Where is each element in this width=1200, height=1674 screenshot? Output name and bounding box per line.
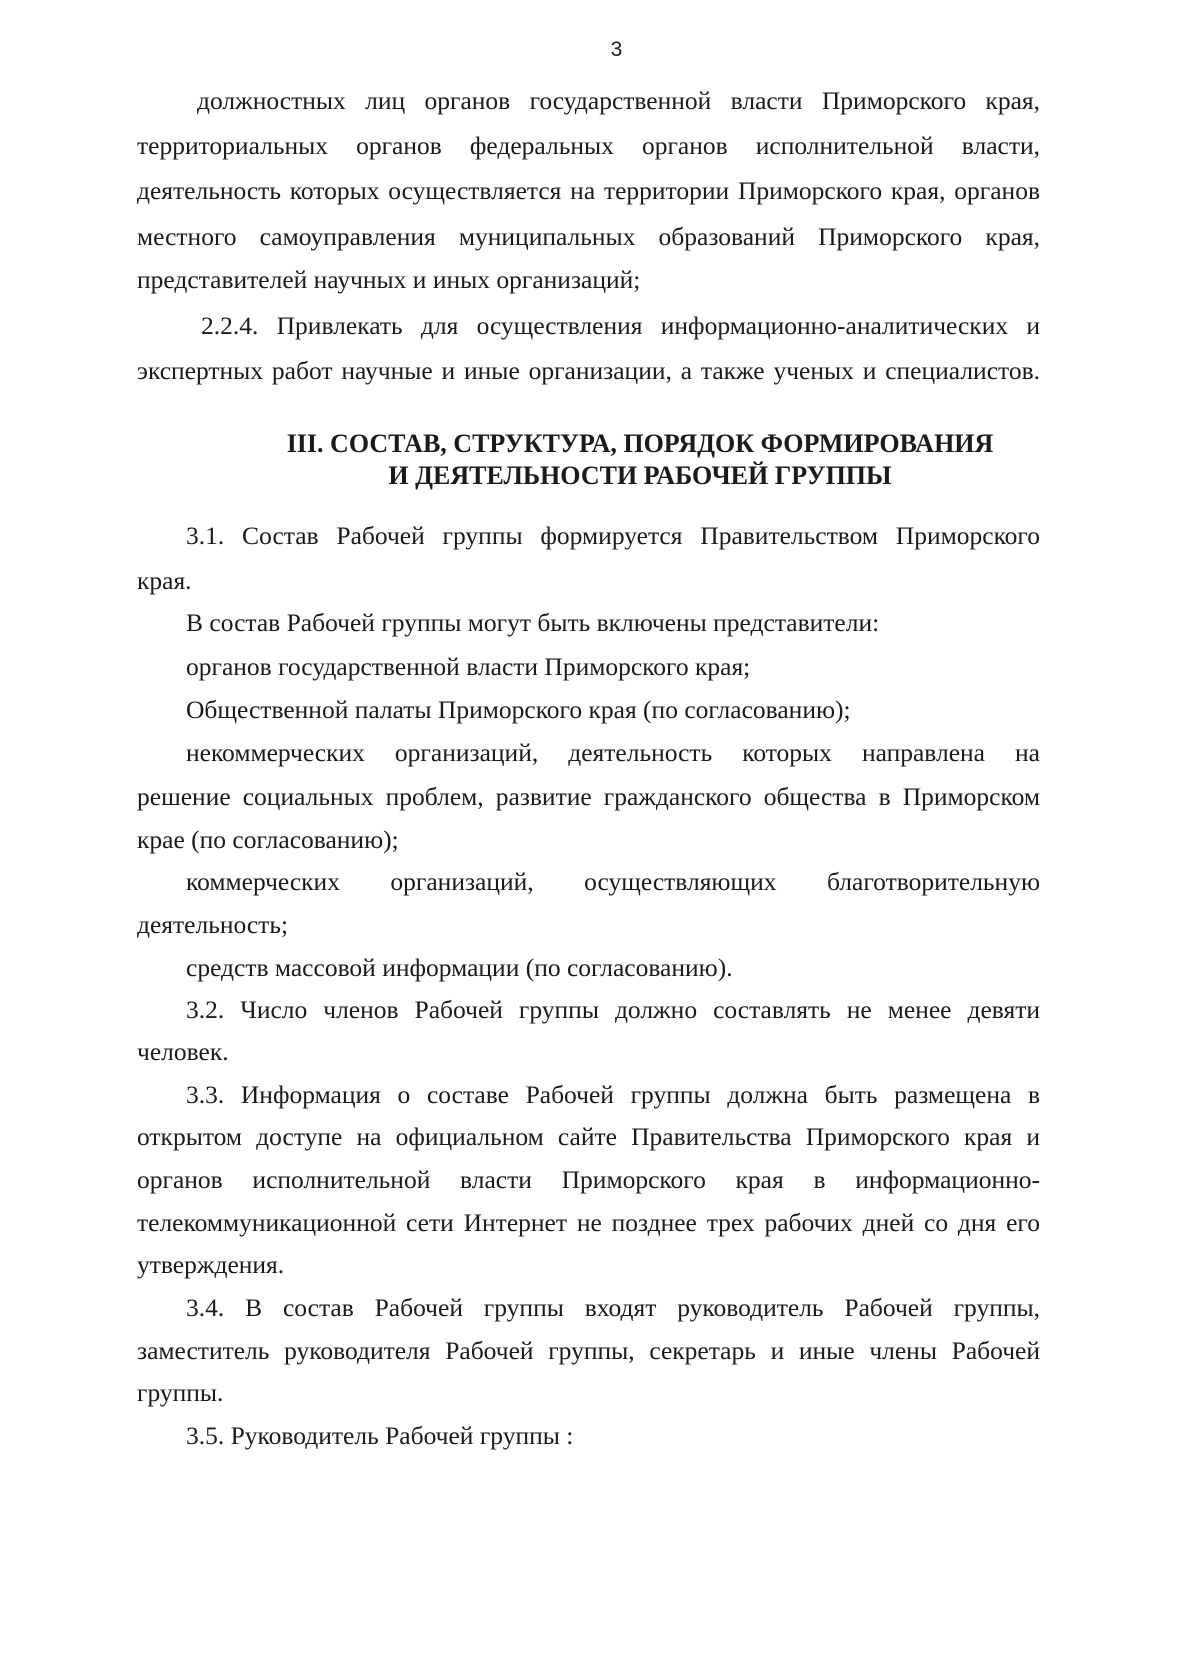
text-line: 3.5. Руководитель Рабочей группы : (186, 1421, 574, 1450)
text-line: 3.4. В состав Рабочей группы входят руководитель Рабочей группы, (186, 1293, 1040, 1322)
text-line: коммерческих организаций, осуществляющих благотворительную (186, 867, 1040, 896)
text-line: территориальных органов федеральных органов исполнительной власти, (137, 131, 1040, 160)
text-line: местного самоуправления муниципальных образований Приморского края, (137, 222, 1040, 251)
text-line: органов государственной власти Приморского края; (186, 652, 751, 681)
text-line: человек. (137, 1037, 229, 1066)
text-line: 2.2.4. Привлекать для осуществления информационно-аналитических и (201, 311, 1040, 340)
text-line: представителей научных и иных организаций; (137, 265, 641, 294)
text-line: В состав Рабочей группы могут быть включены представители: (186, 608, 880, 637)
text-line: 3.3. Информация о составе Рабочей группы должна быть размещена в (186, 1080, 1040, 1109)
text-line: открытом доступе на официальном сайте Правительства Приморского края и (137, 1122, 1040, 1151)
text-line: некоммерческих организаций, деятельность которых направлена на (186, 738, 1040, 767)
text-line: деятельность; (137, 910, 289, 939)
text-line: экспертных работ научные и иные организации, а также ученых и специалистов. (137, 356, 1040, 385)
text-line: 3.2. Число членов Рабочей группы должно составлять не менее девяти (186, 995, 1040, 1024)
text-line: края. (137, 566, 192, 595)
text-line: средств массовой информации (по согласованию). (186, 953, 733, 982)
text-line: крае (по согласованию); (137, 825, 399, 854)
page-number: 3 (610, 38, 623, 61)
text-line: Общественной палаты Приморского края (по согласованию); (186, 695, 851, 724)
text-line: заместитель руководителя Рабочей группы, секретарь и иные члены Рабочей (137, 1336, 1040, 1365)
section-heading-line-1: III. СОСТАВ, СТРУКТУРА, ПОРЯДОК ФОРМИРОВАНИЯ (286, 429, 994, 458)
text-line: телекоммуникационной сети Интернет не позднее трех рабочих дней со дня его (137, 1208, 1040, 1237)
text-line: группы. (137, 1378, 224, 1407)
text-line: деятельность которых осуществляется на территории Приморского края, органов (137, 176, 1040, 205)
text-line: 3.1. Состав Рабочей группы формируется Правительством Приморского (186, 521, 1040, 550)
section-heading-line-2: И ДЕЯТЕЛЬНОСТИ РАБОЧЕЙ ГРУППЫ (388, 461, 892, 490)
text-line: решение социальных проблем, развитие гражданского общества в Приморском (137, 782, 1040, 811)
text-line: должностных лиц органов государственной власти Приморского края, (197, 86, 1040, 115)
text-line: органов исполнительной власти Приморского края в информационно- (137, 1165, 1040, 1194)
text-line: утверждения. (137, 1250, 285, 1279)
